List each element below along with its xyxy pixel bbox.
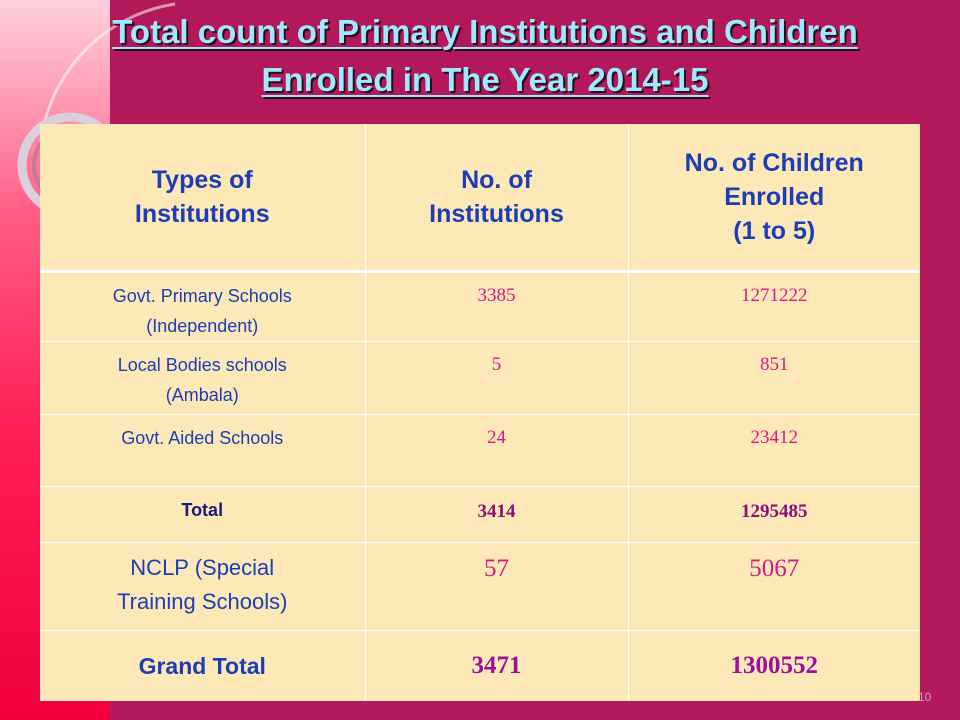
total-children-cell: 1295485 [628, 487, 920, 543]
table-row [40, 415, 920, 487]
grand-total-label-cell: Grand Total [40, 631, 365, 701]
table-row [40, 272, 920, 342]
enrollment-table [40, 124, 920, 701]
total-institutions-cell: 3414 [365, 487, 628, 543]
institution-type-cell: Local Bodies schools (Ambala) [40, 342, 365, 415]
header-no-of-institutions: No. of Institutions [365, 124, 628, 272]
header-children-enrolled: No. of Children Enrolled (1 to 5) [628, 124, 920, 272]
institution-type-cell: NCLP (Special Training Schools) [40, 543, 365, 631]
slide-title: Total count of Primary Institutions and Children Enrolled in The Year 2014-15 [112, 13, 858, 98]
children-count-cell: 1271222 [628, 272, 920, 342]
table-row [40, 543, 920, 631]
institutions-count-cell: 24 [365, 415, 628, 487]
total-row [40, 487, 920, 543]
table-row [40, 342, 920, 415]
header-types-of-institutions: Types of Institutions [40, 124, 365, 272]
institutions-count-cell: 3385 [365, 272, 628, 342]
table-header-row [40, 124, 920, 272]
children-count-cell: 5067 [628, 543, 920, 631]
institution-type-cell: Govt. Primary Schools (Independent) [40, 272, 365, 342]
institution-type-cell: Govt. Aided Schools [40, 415, 365, 487]
institutions-count-cell: 57 [365, 543, 628, 631]
grand-total-row [40, 631, 920, 701]
institutions-count-cell: 5 [365, 342, 628, 415]
children-count-cell: 23412 [628, 415, 920, 487]
total-label-cell: Total [40, 487, 365, 543]
children-count-cell: 851 [628, 342, 920, 415]
grand-total-institutions-cell: 3471 [365, 631, 628, 701]
page-number: 10 [918, 690, 932, 704]
grand-total-children-cell: 1300552 [628, 631, 920, 701]
